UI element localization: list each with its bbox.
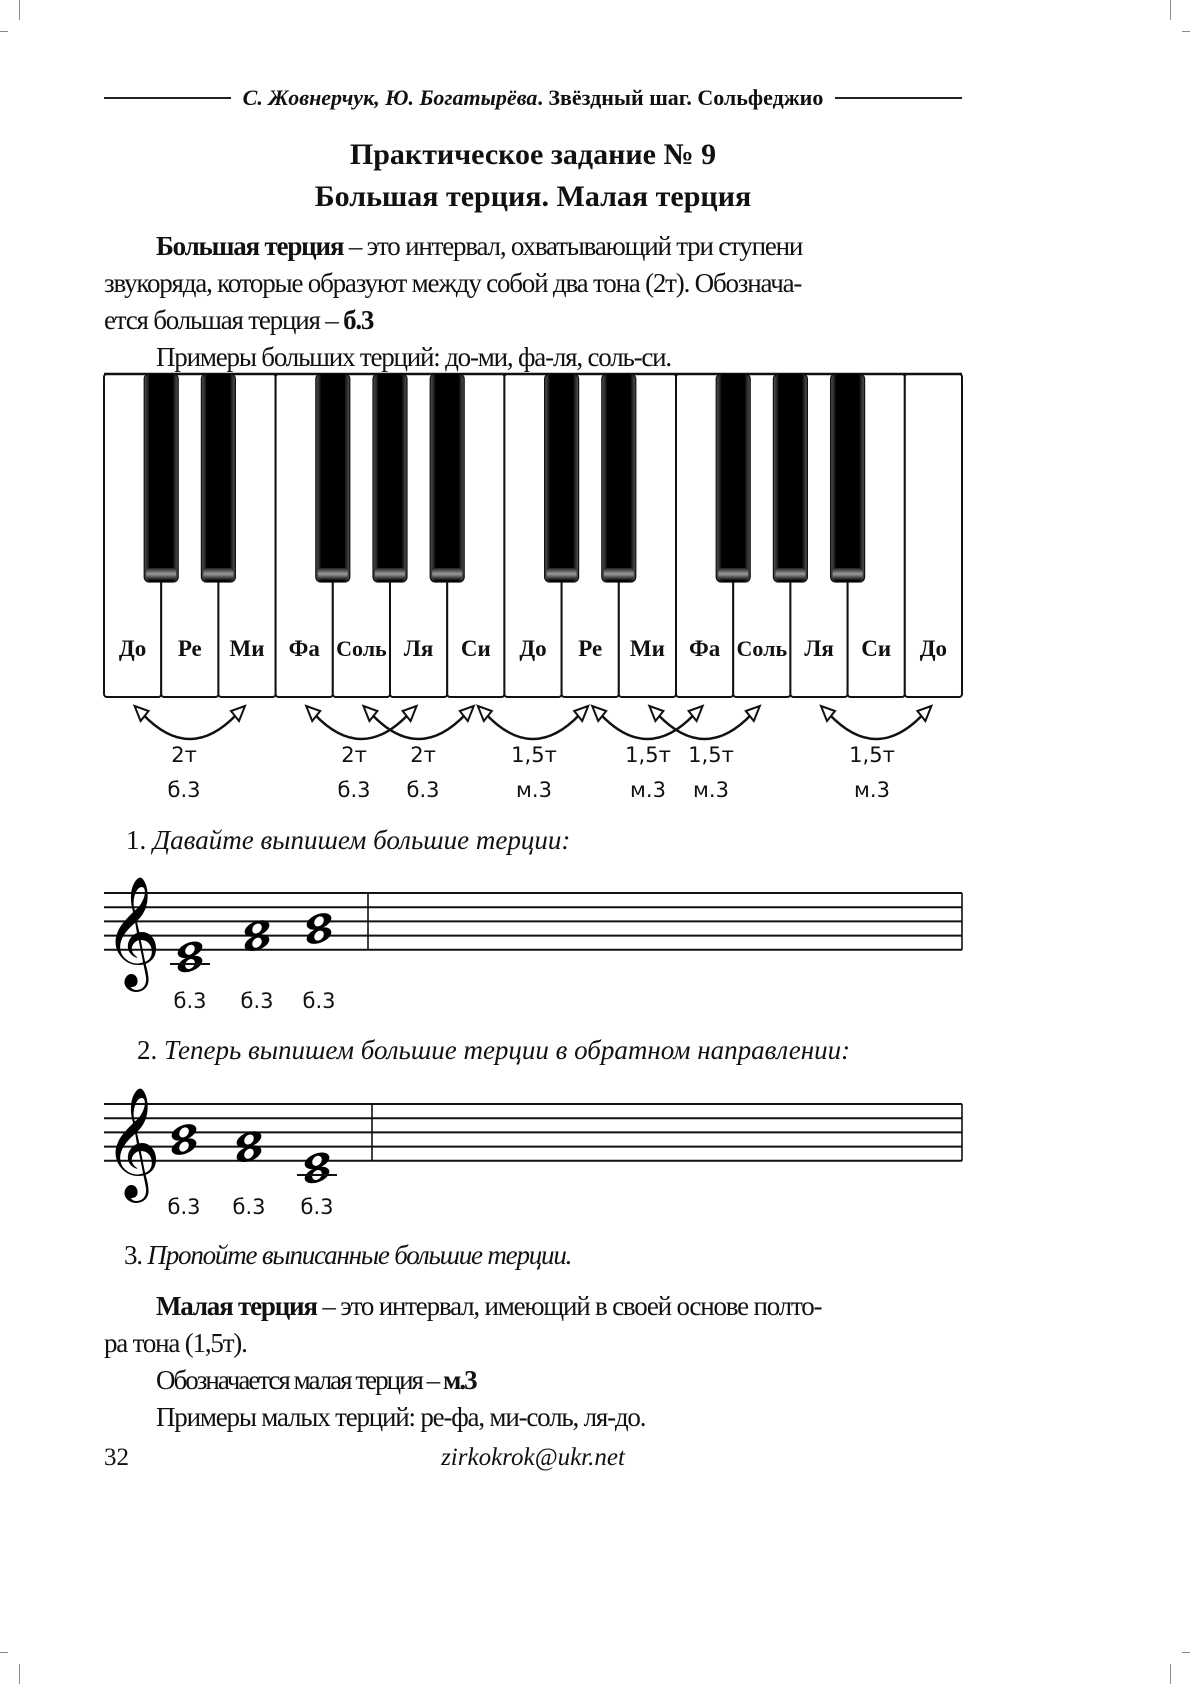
minor-third-term: Малая терция xyxy=(156,1291,317,1321)
header-text: С. Жовнерчук, Ю. Богатырёва. Звёздный шаг. Сольфеджио xyxy=(242,85,824,110)
interval-name-label: м.3 xyxy=(516,778,552,802)
minor-third-definition-line2: ра тона (1,5т). xyxy=(104,1328,247,1358)
minor-third-definition-line3 xyxy=(156,1362,476,1399)
white-key-label: Ля xyxy=(804,636,834,661)
task-2-number: 2. xyxy=(137,1035,158,1065)
interval-name-label: м.3 xyxy=(630,778,666,802)
major-third-term: Большая терция xyxy=(156,231,344,261)
major-third-symbol: б.3 xyxy=(343,305,374,335)
interval-name-label: б.3 xyxy=(167,778,201,802)
major-third-examples: Примеры больших терций: до-ми, фа-ля, соль-си. xyxy=(156,342,671,372)
treble-clef-icon: 𝄞 xyxy=(104,874,161,987)
chord-label: б.3 xyxy=(167,1195,201,1219)
interval-name-label: м.3 xyxy=(854,778,890,802)
chord-label: б.3 xyxy=(173,989,207,1013)
header-book-title: Звёздный шаг. Сольфеджио xyxy=(548,85,824,110)
white-key-label: До xyxy=(519,636,547,661)
interval-tones-label: 1,5т xyxy=(849,743,895,767)
task-1-number: 1. xyxy=(126,825,147,855)
page-title: Практическое задание № 9 xyxy=(349,138,717,171)
interval-tones-label: 2т xyxy=(410,743,436,767)
interval-tones-label: 2т xyxy=(341,743,367,767)
header-authors: С. Жовнерчук, Ю. Богатырёва xyxy=(242,85,538,110)
chord-label: б.3 xyxy=(232,1195,266,1219)
white-key-label: Фа xyxy=(688,636,721,661)
minor-third-examples: Примеры малых терций: ре-фа, ми-соль, ля-до. xyxy=(156,1402,646,1432)
interval-name-label: б.3 xyxy=(337,778,371,802)
page-number: 32 xyxy=(104,1444,129,1471)
interval-tones-label: 1,5т xyxy=(511,743,557,767)
white-key-label: Соль xyxy=(336,636,387,661)
interval-tones-label: 1,5т xyxy=(625,743,671,767)
task-3 xyxy=(124,1237,571,1274)
footer-email: zirkokrok@ukr.net xyxy=(441,1444,625,1471)
white-key-label: Ля xyxy=(403,636,434,661)
chord-label: б.3 xyxy=(300,1195,334,1219)
minor-third-def-pre: Обозначается малая терция – xyxy=(156,1365,443,1395)
major-third-def-pre: ется большая терция – xyxy=(104,305,344,335)
task-2-text: Теперь выпишем большие терции в обратном направлении: xyxy=(164,1035,851,1065)
interval-tones-label: 1,5т xyxy=(688,743,734,767)
white-key-label: До xyxy=(919,636,948,661)
page-subtitle: Большая терция. Малая терция xyxy=(314,180,752,213)
interval-name-label: м.3 xyxy=(693,778,729,802)
white-key-label: Ми xyxy=(629,636,665,661)
task-1-text: Давайте выпишем большие терции: xyxy=(153,825,571,855)
white-key-label: Си xyxy=(460,636,491,661)
major-third-def-text: – это интервал, охватывающий три ступени xyxy=(343,231,803,261)
white-key-label: Ми xyxy=(229,636,265,661)
white-key-label: Ре xyxy=(177,636,202,661)
interval-tones-label: 2т xyxy=(171,743,197,767)
treble-clef-icon: 𝄞 xyxy=(104,1085,161,1198)
major-third-definition-line2: звукоряда, которые образуют между собой два тона (2т). Обознача- xyxy=(104,268,802,298)
task-3-text: Пропойте выписанные большие терции. xyxy=(147,1240,572,1270)
minor-third-definition-line1 xyxy=(156,1288,821,1325)
task-3-number: 3. xyxy=(124,1240,142,1270)
minor-third-symbol: м.3 xyxy=(442,1365,476,1395)
minor-third-def-text: – это интервал, имеющий в своей основе полто- xyxy=(316,1291,822,1321)
interval-name-label: б.3 xyxy=(406,778,440,802)
white-key-label: Фа xyxy=(288,636,320,661)
chord-label: б.3 xyxy=(302,989,336,1013)
white-key-label: Си xyxy=(861,636,892,661)
chord-label: б.3 xyxy=(240,989,274,1013)
white-key-label: До xyxy=(118,636,147,661)
white-key-label: Соль xyxy=(736,636,788,661)
white-key-label: Ре xyxy=(578,636,603,661)
